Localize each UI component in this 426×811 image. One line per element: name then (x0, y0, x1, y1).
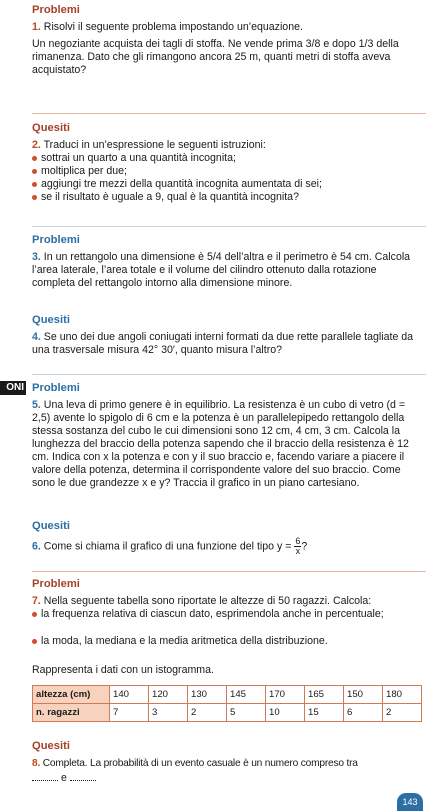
exercise-4-text: 4. Se uno dei due angoli coniugati interni formati da due rette parallele tagliate da una trasversale misura 42° 30′, quanto misura l’altro? (32, 331, 414, 356)
section-question-6 (32, 520, 420, 556)
section-heading: Problemi (32, 578, 80, 590)
table-cell: 145 (227, 686, 266, 704)
section-heading: Quesiti (32, 520, 70, 532)
table-cell: 150 (344, 686, 383, 704)
exercise-8-text: 8. Completa. La probabilità di un evento casuale è un numero compreso tra (32, 758, 358, 769)
answer-blank[interactable] (32, 772, 58, 781)
section-divider (32, 113, 426, 114)
bullet-icon (32, 156, 37, 161)
table-cell: 140 (110, 686, 149, 704)
bullet-icon (32, 639, 37, 644)
page-number: 143 (397, 793, 423, 811)
table-cell: 10 (266, 704, 305, 722)
section-heading: Problemi (32, 234, 80, 246)
table-cell: 2 (188, 704, 227, 722)
list-item: la moda, la mediana e la media aritmetica della distribuzione. (32, 635, 420, 648)
exercise-2-prompt: 2. Traduci in un’espressione le seguenti istruzioni: (32, 139, 266, 151)
exercise-7-after: Rappresenta i dati con un istogramma. (32, 664, 214, 676)
bullet-icon (32, 169, 37, 174)
exercise-5-text: 5. Una leva di primo genere è in equilibrio. La resistenza è un cubo di vetro (d = 2,5) avente lo spigolo di 6 cm e la potenza è un parallelepipedo rettangolo della stessa sostanza del cubo le cui dimensioni sono 12 cm, 4 cm, 3 cm. Calcola la lunghezza del braccio della potenza sapendo che il braccio della resistenza è 12 cm. Indica con x la potenza e con y il suo braccio e, facendo variare a piacere il valore della potenza, determina il corrispondente valore del suo braccio. Come sono le due grandezze x e y? Traccia il grafico in un piano cartesiano. (32, 399, 409, 489)
list-item: sottrai un quarto a una quantità incognita; (32, 152, 420, 165)
table-cell: 3 (149, 704, 188, 722)
section-divider (32, 571, 426, 572)
table-cell: 165 (305, 686, 344, 704)
bullet-icon (32, 195, 37, 200)
exercise-8-blanks: e (32, 772, 420, 785)
section-question-4 (32, 314, 420, 357)
list-item: la frequenza relativa di ciascun dato, esprimendola anche in percentuale; (32, 608, 420, 621)
exercise-7-prompt: 7. Nella seguente tabella sono riportate le altezze di 50 ragazzi. Calcola: (32, 595, 372, 607)
section-problem-7 (32, 578, 420, 722)
fraction: $\frac{6}{x}$ (295, 536, 301, 556)
table-cell: 5 (227, 704, 266, 722)
list-item: aggiungi tre mezzi della quantità incognita aumentata di sei; (32, 178, 420, 191)
bullet-icon (32, 182, 37, 187)
table-cell: 2 (383, 704, 422, 722)
section-problem-5 (32, 382, 420, 490)
table-cell: 120 (149, 686, 188, 704)
list-item: se il risultato è uguale a 9, qual è la quantità incognita? (32, 191, 420, 204)
table-cell: 6 (344, 704, 383, 722)
chapter-tab: ONI (0, 381, 26, 395)
section-heading: Quesiti (32, 740, 70, 752)
answer-blank[interactable] (70, 772, 96, 781)
section-divider (32, 226, 426, 227)
section-problem-1 (32, 4, 420, 77)
table-cell: 15 (305, 704, 344, 722)
table-cell: 170 (266, 686, 305, 704)
exercise-7-list (32, 608, 420, 648)
table-row (33, 704, 422, 722)
section-heading: Problemi (32, 4, 80, 16)
section-question-2 (32, 122, 420, 204)
table-row-label: altezza (cm) (33, 686, 110, 704)
table-cell: 7 (110, 704, 149, 722)
distribution-table (32, 685, 422, 722)
section-divider (32, 374, 426, 375)
section-problem-3 (32, 234, 420, 290)
table-row (33, 686, 422, 704)
exercise-1-body: Un negoziante acquista dei tagli di stoffa. Ne vende prima 3/8 e dopo 1/3 della rimanenza. Dato che gli rimangono ancora 25 m, quanti metri di stoffa aveva acquistato? (32, 38, 399, 76)
section-question-8 (32, 740, 420, 785)
exercise-3-text: 3. In un rettangolo una dimensione è 5/4 dell’altra e il perimetro è 54 cm. Calcola l’area laterale, l’area totale e il volume del cilindro ottenuto dalla rotazione completa del rettangolo intorno alla dimensione minore. (32, 251, 411, 289)
table-cell: 180 (383, 686, 422, 704)
formula-lhs: y = (277, 540, 292, 553)
table-row-label: n. ragazzi (33, 704, 110, 722)
exercise-2-list (32, 152, 420, 204)
section-heading: Quesiti (32, 122, 70, 134)
section-heading: Problemi (32, 382, 80, 394)
exercise-1-prompt: 1. Risolvi il seguente problema impostando un’equazione. (32, 21, 303, 33)
table-cell: 130 (188, 686, 227, 704)
section-heading: Quesiti (32, 314, 70, 326)
exercise-6-text: 6. Come si chiama il grafico di una funzione del tipo y = $\frac{6}{x}$ ? (32, 536, 308, 556)
bullet-icon (32, 612, 37, 617)
list-item: moltiplica per due; (32, 165, 420, 178)
